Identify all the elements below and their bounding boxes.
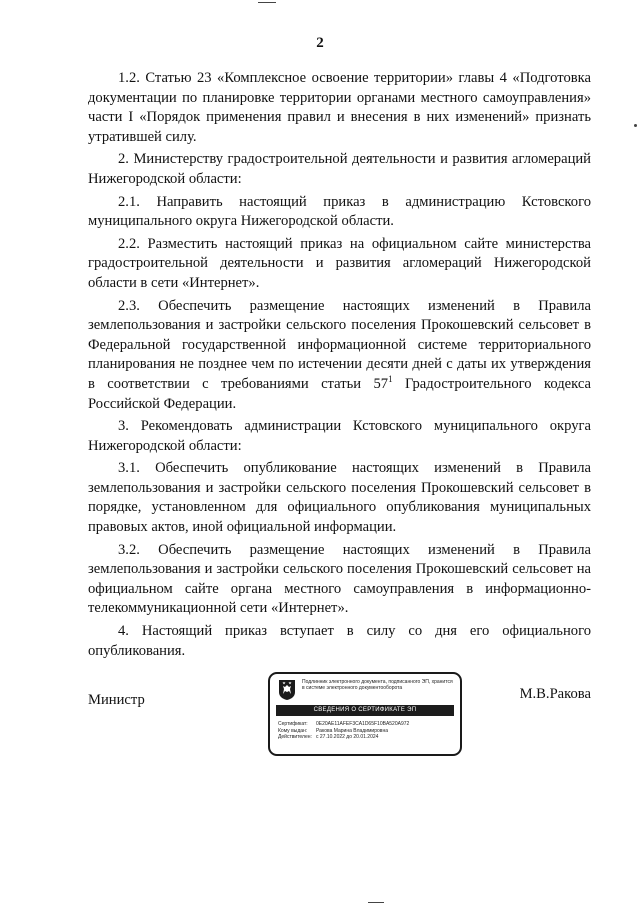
paragraph-2-3-tail: Градостроительного кодекса Российской Федерации. <box>88 375 592 412</box>
owner-value: Ракова Марина Владимировна <box>316 727 388 734</box>
nizhny-novgorod-deer-emblem-icon <box>278 679 296 701</box>
paragraph-3-1: 3.1. Обеспечить опубликование настоящих изменений в Правила землепользования и застройки сельского поселения Прокошевский сельсовет в порядке, установленном для официального опубликования муниципальных правовых актов, иной официальной информации. <box>88 460 591 536</box>
stamp-caption: Подлинник электронного документа, подписанного ЭП, хранится в системе электронного документооборота <box>302 679 453 691</box>
signatory-position: Министр <box>88 692 145 708</box>
paragraph-2-3 <box>88 297 591 415</box>
paragraph-4: 4. Настоящий приказ вступает в силу со дня его официального опубликования. <box>88 623 591 659</box>
stamp-details <box>278 721 456 741</box>
paragraph-3-2: 3.2. Обеспечить размещение настоящих изменений в Правила землепользования и застройки сельского поселения Прокошевский сельсовет на официальном сайте органа местного самоуправления в информационно-телекоммуникационной сети «Интернет». <box>88 541 591 617</box>
paragraph-2-3-superscript: 1 <box>388 373 393 384</box>
paragraph-2-2: 2.2. Разместить настоящий приказ на официальном сайте министерства градостроительной деятельности и развития агломераций Нижегородской области в сети «Интернет». <box>88 235 591 291</box>
signature-block <box>88 672 591 762</box>
stamp-valid-row <box>278 734 456 741</box>
paragraph-2-1: 2.1. Направить настоящий приказ в администрацию Кстовского муниципального округа Нижегородской области. <box>88 193 591 230</box>
certificate-value: 0E20AE11AFEF3CA1D65F10BA520A972 <box>316 721 410 727</box>
electronic-signature-stamp <box>268 672 462 756</box>
paragraph-1-2: 1.2. Статью 23 «Комплексное освоение территории» главы 4 «Подготовка документации по планировке территории органами местного самоуправления» части I «Порядок применения правил и внесения в них изменений» признать утратившей силу. <box>88 70 591 145</box>
paragraph-3: 3. Рекомендовать администрации Кстовского муниципального округа Нижегородской области: <box>88 418 591 454</box>
owner-label: Кому выдан: <box>278 727 308 734</box>
stamp-header: СВЕДЕНИЯ О СЕРТИФИКАТЕ ЭП <box>276 705 454 716</box>
certificate-label: Сертификат: <box>278 721 308 727</box>
paragraph-2: 2. Министерству градостроительной деятельности и развития агломераций Нижегородской области: <box>88 151 591 187</box>
document-body <box>88 69 591 664</box>
scan-artifact-right <box>634 124 637 127</box>
valid-value: с 27.10.2022 до 20.01.2024 <box>316 734 379 740</box>
scan-artifact-bottom <box>368 902 384 903</box>
valid-label: Действителен: <box>278 734 312 740</box>
signatory-name: М.В.Ракова <box>519 686 591 702</box>
page-number: 2 <box>316 35 324 51</box>
scan-artifact-top <box>258 2 276 3</box>
paragraph-2-3-text: 2.3. Обеспечить размещение настоящих изменений в Правила землепользования и застройки сельского поселения Прокошевский сельсовет в Федеральной государственной информационной системе территориального планирования не позднее чем по истечении десяти дней с даты их утверждения в соответствии с требованиями статьи 57 <box>88 297 591 392</box>
